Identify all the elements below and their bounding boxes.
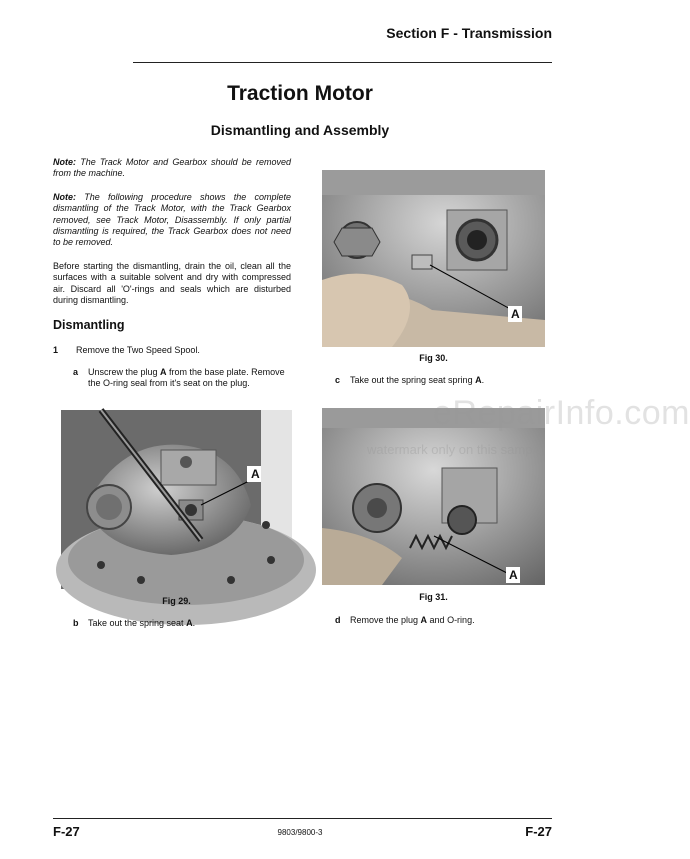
note-2 xyxy=(53,192,291,248)
motor-base-illustration xyxy=(61,410,292,589)
watermark-main: eRepairInfo.com xyxy=(433,394,690,432)
substep-d-post: and O-ring. xyxy=(427,615,475,625)
substep-c-letter: c xyxy=(335,375,341,385)
substep-a-post: from the base plate. Remove the O-ring seal from it's seat on the plug. xyxy=(88,367,285,389)
step-1-number: 1 xyxy=(53,345,59,355)
substep-b-ref: A xyxy=(186,618,193,628)
substep-d-ref: A xyxy=(420,615,428,625)
step-1-text: Remove the Two Speed Spool. xyxy=(76,345,200,355)
substep-a-letter: a xyxy=(73,367,79,377)
substep-d-letter: d xyxy=(335,615,341,625)
substep-b-letter: b xyxy=(73,618,79,628)
note-1-label: Note: xyxy=(53,157,76,167)
substep-b-pre: Take out the spring seat xyxy=(88,618,187,628)
fig-31-label: A xyxy=(509,568,518,582)
intro-paragraph: Before starting the dismantling, drain the oil, clean all the surfaces with a suitable solvent and dry with compressed air. Discard all 'O'-rings and seals which are disturbed during dismantling. xyxy=(53,261,291,305)
note-1 xyxy=(53,157,291,180)
footer-rule xyxy=(53,818,552,819)
fig-29-photo xyxy=(61,410,292,589)
page-subtitle: Dismantling and Assembly xyxy=(210,122,390,138)
footer-doc-number: 9803/9800-3 xyxy=(277,828,323,837)
substep-d-pre: Remove the plug xyxy=(350,615,421,625)
substep-a-pre: Unscrew the plug xyxy=(88,367,161,377)
section-title: Section F - Transmission xyxy=(386,25,552,41)
substep-c-ref: A xyxy=(475,375,482,385)
note-2-label: Note: xyxy=(53,192,76,202)
fig-31-caption: Fig 31. xyxy=(419,592,448,602)
footer-page-right: F-27 xyxy=(525,824,552,839)
fig-29-label: A xyxy=(251,467,260,481)
substep-c-post: . xyxy=(481,375,485,385)
spring-illustration xyxy=(322,408,545,585)
dismantling-heading: Dismantling xyxy=(53,318,125,332)
fig-31-photo xyxy=(322,408,545,585)
page-title: Traction Motor xyxy=(227,82,373,105)
header-rule xyxy=(133,62,552,63)
watermark-sub: watermark only on this sample xyxy=(367,442,543,457)
substep-a-text xyxy=(88,367,292,390)
footer-page-left: F-27 xyxy=(53,824,80,839)
fig-30-caption: Fig 30. xyxy=(419,353,448,363)
fig-29-caption: Fig 29. xyxy=(162,596,191,606)
substep-c-pre: Take out the spring seat spring xyxy=(350,375,476,385)
substep-b-post: . xyxy=(192,618,196,628)
note-2-text: The following procedure shows the complete dismantling of the Track Motor, with the Track Gearbox removed, see Track Motor, Disassembly. If only partial dismantling is required, the Track Gearbox does not need to be removed. xyxy=(53,192,291,248)
substep-d-text xyxy=(350,615,550,626)
substep-c-text xyxy=(350,375,550,386)
substep-a-ref: A xyxy=(160,367,167,377)
fig-30-label: A xyxy=(511,307,520,321)
substep-b-text xyxy=(88,618,292,629)
fig-30-photo xyxy=(322,170,545,347)
note-1-text: The Track Motor and Gearbox should be removed from the machine. xyxy=(53,157,291,179)
